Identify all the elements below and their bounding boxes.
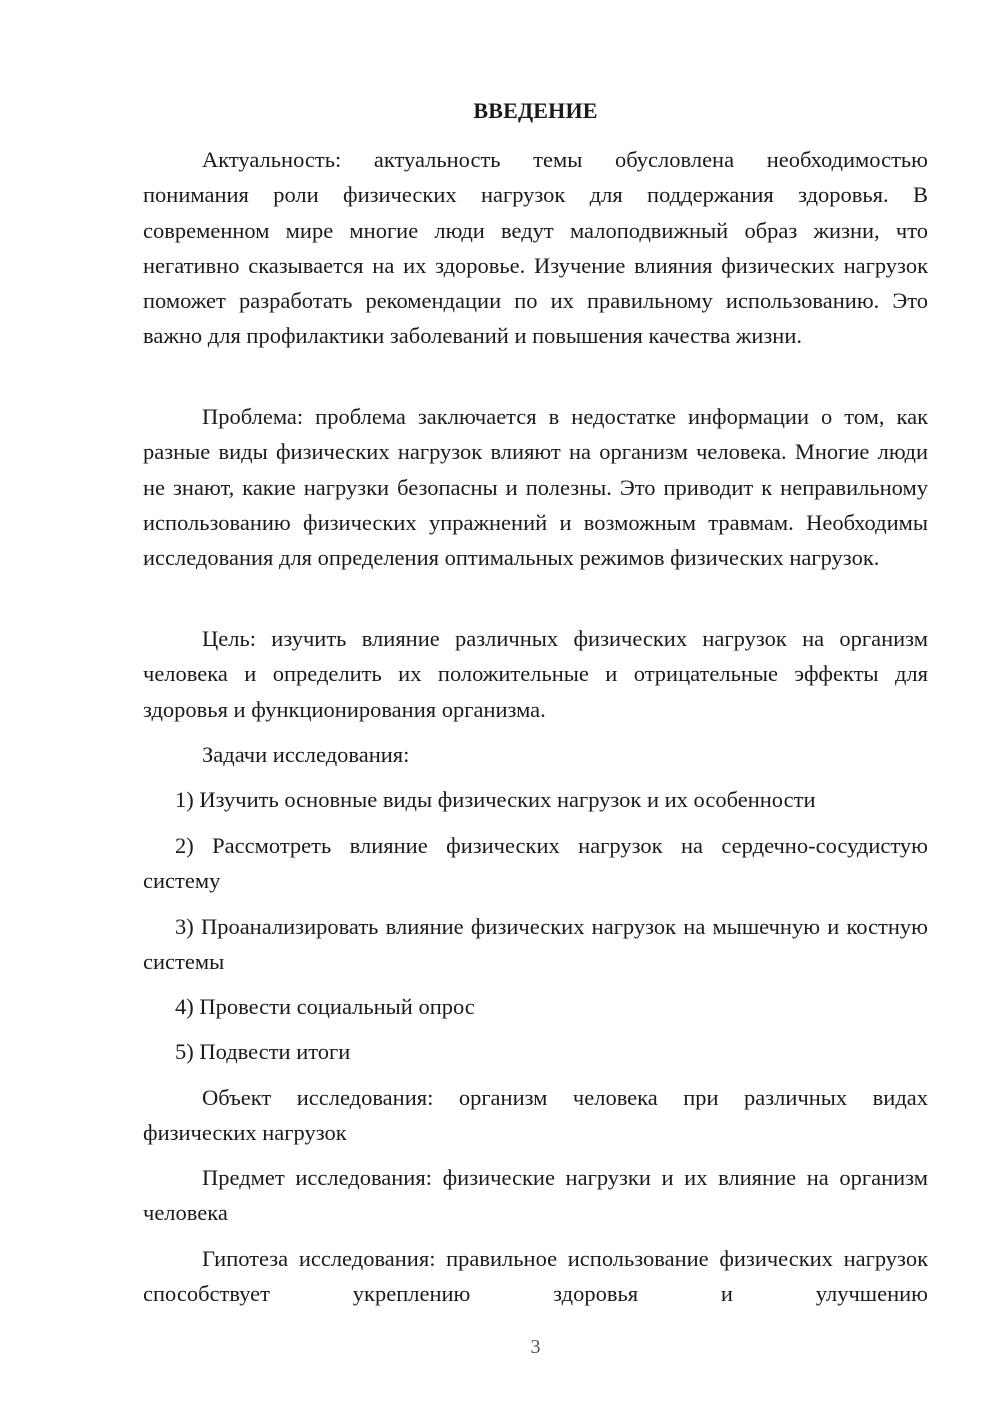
list-item: 4) Провести социальный опрос xyxy=(175,994,475,1019)
list-item: 5) Подвести итоги xyxy=(175,1039,351,1064)
paragraph-problem: Проблема: проблема заключается в недостатке информации о том, как разные виды физических нагрузок влияют на организм человека. Многие люди не знают, какие нагрузки безопасны и полезны. Это приводит к неправильному использованию физических упражнений и возможным травмам. Необходимы исследования для определения оптимальных режимов физических нагрузок. xyxy=(143,404,928,571)
paragraph-object: Объект исследования: организм человека при различных видах физических нагрузок xyxy=(143,1085,928,1146)
paragraph-subject: Предмет исследования: физические нагрузки и их влияние на организм человека xyxy=(143,1165,928,1226)
paragraph-hypothesis: Гипотеза исследования: правильное использование физических нагрузок способствует укреплению здоровья и улучшению xyxy=(143,1246,928,1307)
paragraph-relevance: Актуальность: актуальность темы обусловлена необходимостью понимания роли физических нагрузок для поддержания здоровья. В современном мире многие люди ведут малоподвижный образ жизни, что негативно сказывается на их здоровье. Изучение влияния физических нагрузок поможет разработать рекомендации по их правильному использованию. Это важно для профилактики заболеваний и повышения качества жизни. xyxy=(143,147,928,349)
list-item: 2) Рассмотреть влияние физических нагрузок на сердечно-сосудистую систему xyxy=(143,833,928,894)
list-item: 1) Изучить основные виды физических нагрузок и их особенности xyxy=(175,787,816,812)
paragraph-goal: Цель: изучить влияние различных физических нагрузок на организм человека и определить их положительные и отрицательные эффекты для здоровья и функционирования организма. xyxy=(143,626,928,722)
page-title: ВВЕДЕНИЕ xyxy=(473,98,598,123)
page-number: 3 xyxy=(530,1336,541,1358)
tasks-heading: Задачи исследования: xyxy=(202,742,410,767)
list-item: 3) Проанализировать влияние физических нагрузок на мышечную и костную системы xyxy=(143,914,928,975)
